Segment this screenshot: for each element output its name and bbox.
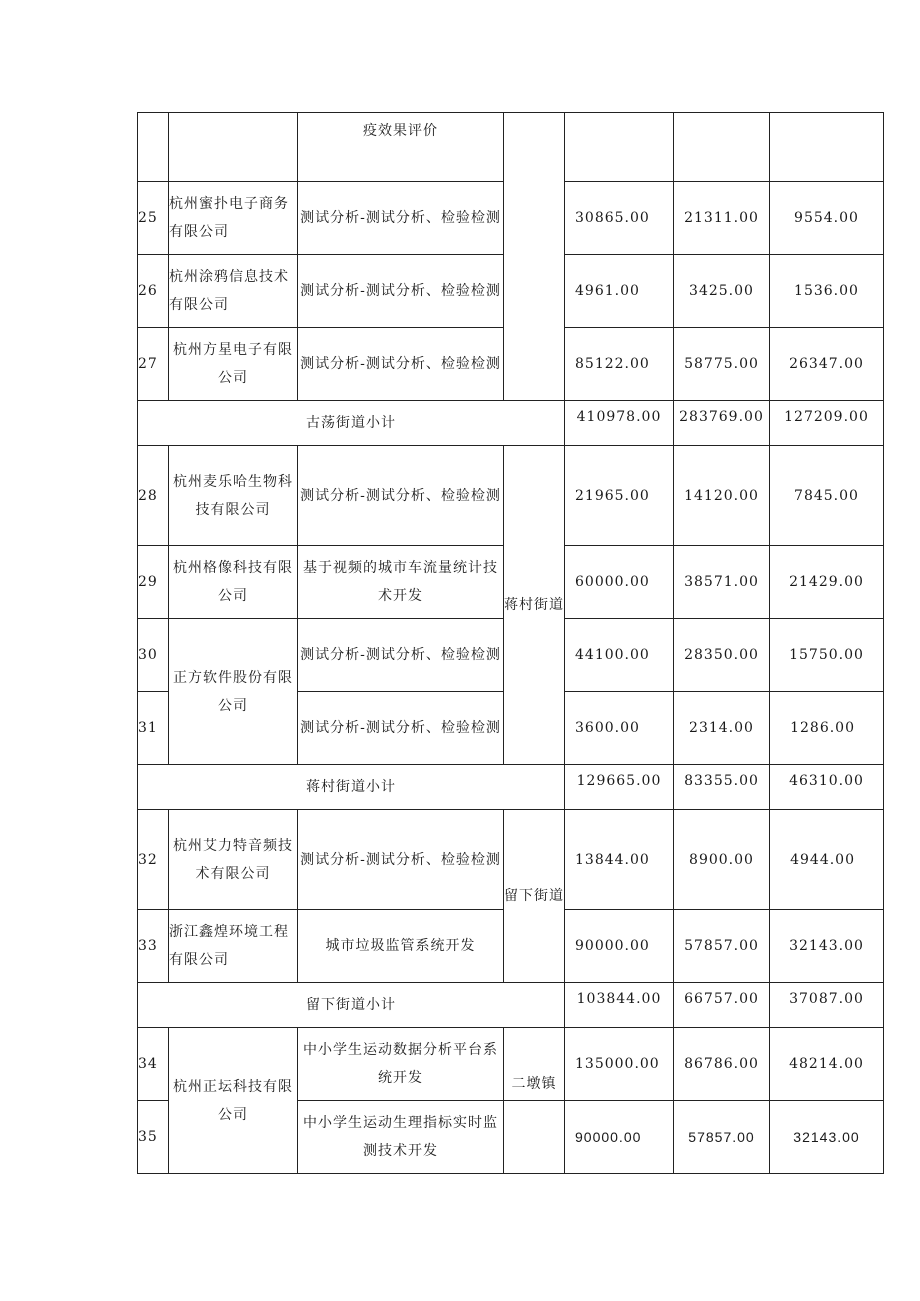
total-cell: 85122.00 — [565, 328, 674, 401]
total-cell: 3600.00 — [565, 692, 674, 765]
row-number: 34 — [138, 1028, 169, 1101]
total-cell: 60000.00 — [565, 546, 674, 619]
project-cell: 测试分析-测试分析、检验检测 — [298, 328, 504, 401]
project-cell: 测试分析-测试分析、检验检测 — [298, 619, 504, 692]
row-number: 29 — [138, 546, 169, 619]
amount2-cell: 28350.00 — [674, 619, 770, 692]
row-number: 27 — [138, 328, 169, 401]
row-number: 28 — [138, 446, 169, 546]
subtotal-label: 蒋村街道小计 — [138, 765, 565, 810]
total-cell: 90000.00 — [565, 910, 674, 983]
amount2-cell: 57857.00 — [674, 1101, 770, 1174]
amount3-cell: 1536.00 — [770, 255, 884, 328]
company-cell: 杭州蜜扑电子商务有限公司 — [169, 182, 298, 255]
project-cell: 测试分析-测试分析、检验检测 — [298, 810, 504, 910]
amount3-cell: 32143.00 — [770, 910, 884, 983]
total-cell: 21965.00 — [565, 446, 674, 546]
amount3-cell: 32143.00 — [770, 1101, 884, 1174]
company-cell: 浙江鑫煌环境工程有限公司 — [169, 910, 298, 983]
subtotal-label: 留下街道小计 — [138, 983, 565, 1028]
amount3-cell: 15750.00 — [770, 619, 884, 692]
company-cell: 杭州涂鸦信息技术有限公司 — [169, 255, 298, 328]
project-cell: 城市垃圾监管系统开发 — [298, 910, 504, 983]
subtotal-amount3: 46310.00 — [770, 765, 884, 810]
row-number: 33 — [138, 910, 169, 983]
amount2-cell: 2314.00 — [674, 692, 770, 765]
subtotal-label: 古荡街道小计 — [138, 401, 565, 446]
company-cell: 杭州麦乐哈生物科技有限公司 — [169, 446, 298, 546]
project-cell: 测试分析-测试分析、检验检测 — [298, 692, 504, 765]
table-row — [138, 1028, 884, 1101]
row-number: 30 — [138, 619, 169, 692]
row-number: 32 — [138, 810, 169, 910]
row-number: 25 — [138, 182, 169, 255]
amount3-cell: 1286.00 — [770, 692, 884, 765]
subtotal-row — [138, 983, 884, 1028]
project-cell: 测试分析-测试分析、检验检测 — [298, 255, 504, 328]
amount3-cell: 4944.00 — [770, 810, 884, 910]
funding-table — [137, 112, 884, 1174]
project-cell: 测试分析-测试分析、检验检测 — [298, 182, 504, 255]
total-cell: 135000.00 — [565, 1028, 674, 1101]
subtotal-amount2: 283769.00 — [674, 401, 770, 446]
table-row — [138, 446, 884, 546]
total-cell: 30865.00 — [565, 182, 674, 255]
amount3-cell: 9554.00 — [770, 182, 884, 255]
amount2-cell: 21311.00 — [674, 182, 770, 255]
total-cell: 13844.00 — [565, 810, 674, 910]
amount2-cell: 8900.00 — [674, 810, 770, 910]
amount2-cell: 38571.00 — [674, 546, 770, 619]
company-cell: 杭州格像科技有限公司 — [169, 546, 298, 619]
table-row — [138, 113, 884, 182]
amount2-cell: 58775.00 — [674, 328, 770, 401]
amount3-cell: 48214.00 — [770, 1028, 884, 1101]
total-cell: 44100.00 — [565, 619, 674, 692]
amount3-cell: 26347.00 — [770, 328, 884, 401]
street-cell: 蒋村街道 — [504, 446, 565, 765]
amount3-cell: 21429.00 — [770, 546, 884, 619]
company-cell: 杭州正坛科技有限公司 — [169, 1028, 298, 1174]
subtotal-total: 410978.00 — [565, 401, 674, 446]
company-cell: 正方软件股份有限公司 — [169, 619, 298, 765]
total-cell: 4961.00 — [565, 255, 674, 328]
project-cell: 疫效果评价 — [298, 113, 504, 182]
amount3-cell: 7845.00 — [770, 446, 884, 546]
company-cell: 杭州艾力特音频技术有限公司 — [169, 810, 298, 910]
subtotal-amount2: 83355.00 — [674, 765, 770, 810]
amount2-cell: 14120.00 — [674, 446, 770, 546]
street-cell: 留下街道 — [504, 810, 565, 983]
total-cell: 90000.00 — [565, 1101, 674, 1174]
subtotal-row — [138, 401, 884, 446]
amount2-cell: 57857.00 — [674, 910, 770, 983]
amount2-cell: 86786.00 — [674, 1028, 770, 1101]
subtotal-amount3: 127209.00 — [770, 401, 884, 446]
street-cell: 二墩镇 — [504, 1028, 565, 1101]
project-cell: 测试分析-测试分析、检验检测 — [298, 446, 504, 546]
project-cell: 中小学生运动数据分析平台系统开发 — [298, 1028, 504, 1101]
subtotal-total: 129665.00 — [565, 765, 674, 810]
amount2-cell: 3425.00 — [674, 255, 770, 328]
row-number: 35 — [138, 1101, 169, 1174]
row-number: 31 — [138, 692, 169, 765]
subtotal-amount3: 37087.00 — [770, 983, 884, 1028]
table-row — [138, 810, 884, 910]
project-cell: 中小学生运动生理指标实时监测技术开发 — [298, 1101, 504, 1174]
row-number: 26 — [138, 255, 169, 328]
subtotal-row — [138, 765, 884, 810]
project-cell: 基于视频的城市车流量统计技术开发 — [298, 546, 504, 619]
subtotal-total: 103844.00 — [565, 983, 674, 1028]
company-cell: 杭州方星电子有限公司 — [169, 328, 298, 401]
subtotal-amount2: 66757.00 — [674, 983, 770, 1028]
